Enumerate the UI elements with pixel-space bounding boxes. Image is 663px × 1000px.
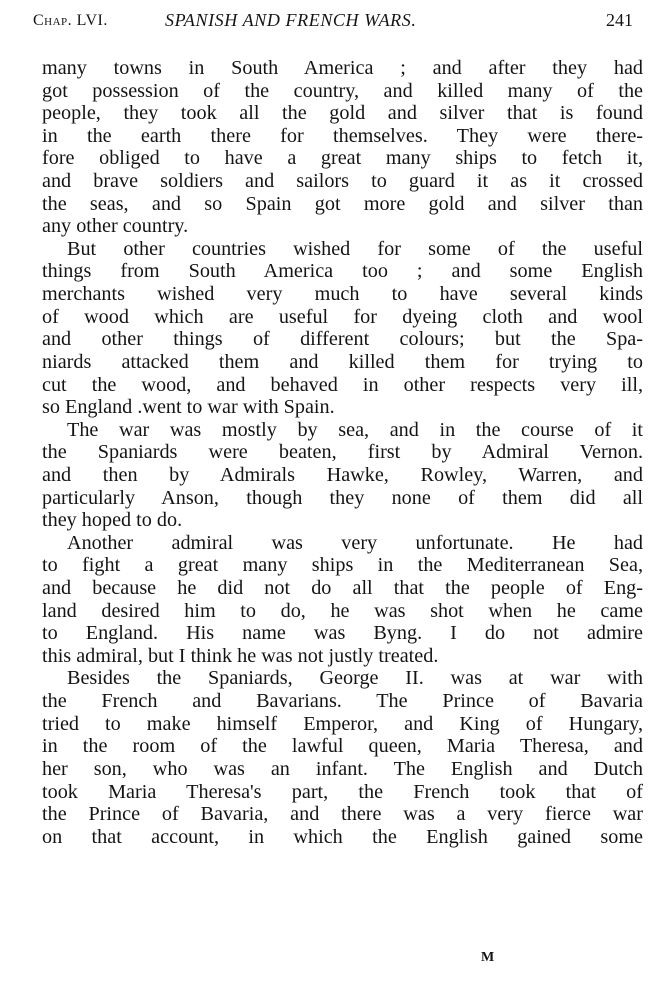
text-line: on that account, in which the English gained some xyxy=(42,825,643,848)
text-line: to fight a great many ships in the Mediterranean Sea, xyxy=(42,554,643,577)
text-line: people, they took all the gold and silver that is found xyxy=(42,102,643,125)
text-line: niards attacked them and killed them for trying to xyxy=(42,350,643,373)
text-line: things from South America too ; and some English xyxy=(42,260,643,283)
text-line: in the room of the lawful queen, Maria Theresa, and xyxy=(42,735,643,758)
text-line: tried to make himself Emperor, and King of Hungary, xyxy=(42,712,643,735)
text-line: any other country. xyxy=(42,215,189,238)
text-line: cut the wood, and behaved in other respects very ill, xyxy=(42,373,643,396)
text-line: the Prince of Bavaria, and there was a very fierce war xyxy=(42,803,643,826)
text-line: Another admiral was very unfortunate. He had xyxy=(67,531,643,554)
running-title: SPANISH AND FRENCH WARS. xyxy=(165,10,417,30)
text-line: many towns in South America ; and after they had xyxy=(42,57,643,79)
body-text xyxy=(42,57,643,848)
text-line: in the earth there for themselves. They were there- xyxy=(42,124,643,147)
text-line: merchants wished very much to have several kinds xyxy=(42,283,643,306)
text-line: got possession of the country, and killed many of the xyxy=(42,79,643,102)
text-line: particularly Anson, though they none of them did all xyxy=(42,486,643,509)
text-line: the French and Bavarians. The Prince of Bavaria xyxy=(42,690,643,713)
text-line: of wood which are useful for dyeing cloth and wool xyxy=(42,305,643,328)
text-line: and then by Admirals Hawke, Rowley, Warren, and xyxy=(42,463,643,486)
text-line: so England .went to war with Spain. xyxy=(42,396,335,419)
text-line: But other countries wished for some of the useful xyxy=(67,237,643,260)
signature-mark: M xyxy=(481,950,495,965)
paragraph xyxy=(42,532,643,668)
text-line: fore obliged to have a great many ships to fetch it, xyxy=(42,147,643,170)
text-line: and because he did not do all that the people of Eng- xyxy=(42,577,643,600)
text-line: the seas, and so Spain got more gold and silver than xyxy=(42,192,643,215)
text-line: this admiral, but I think he was not justly treated. xyxy=(42,644,439,667)
text-line: and brave soldiers and sailors to guard it as it crossed xyxy=(42,170,643,193)
paragraph xyxy=(42,238,643,419)
text-line: to England. His name was Byng. I do not admire xyxy=(42,622,643,645)
text-line: land desired him to do, he was shot when he came xyxy=(42,599,643,622)
text-line: and other things of different colours; but the Spa- xyxy=(42,328,643,351)
text-line: The war was mostly by sea, and in the course of it xyxy=(67,418,643,441)
running-head xyxy=(33,9,633,35)
text-line: they hoped to do. xyxy=(42,509,183,532)
text-line: Besides the Spaniards, George II. was at war with xyxy=(67,667,643,690)
paragraph xyxy=(42,419,643,532)
page-number: 241 xyxy=(606,10,633,30)
text-line: her son, who was an infant. The English and Dutch xyxy=(42,757,643,780)
paragraph xyxy=(42,667,643,848)
text-line: took Maria Theresa's part, the French took that of xyxy=(42,780,643,803)
chapter-label: Chap. LVI. xyxy=(33,12,108,29)
text-line: the Spaniards were beaten, first by Admiral Vernon. xyxy=(42,441,643,464)
paragraph xyxy=(42,57,643,238)
